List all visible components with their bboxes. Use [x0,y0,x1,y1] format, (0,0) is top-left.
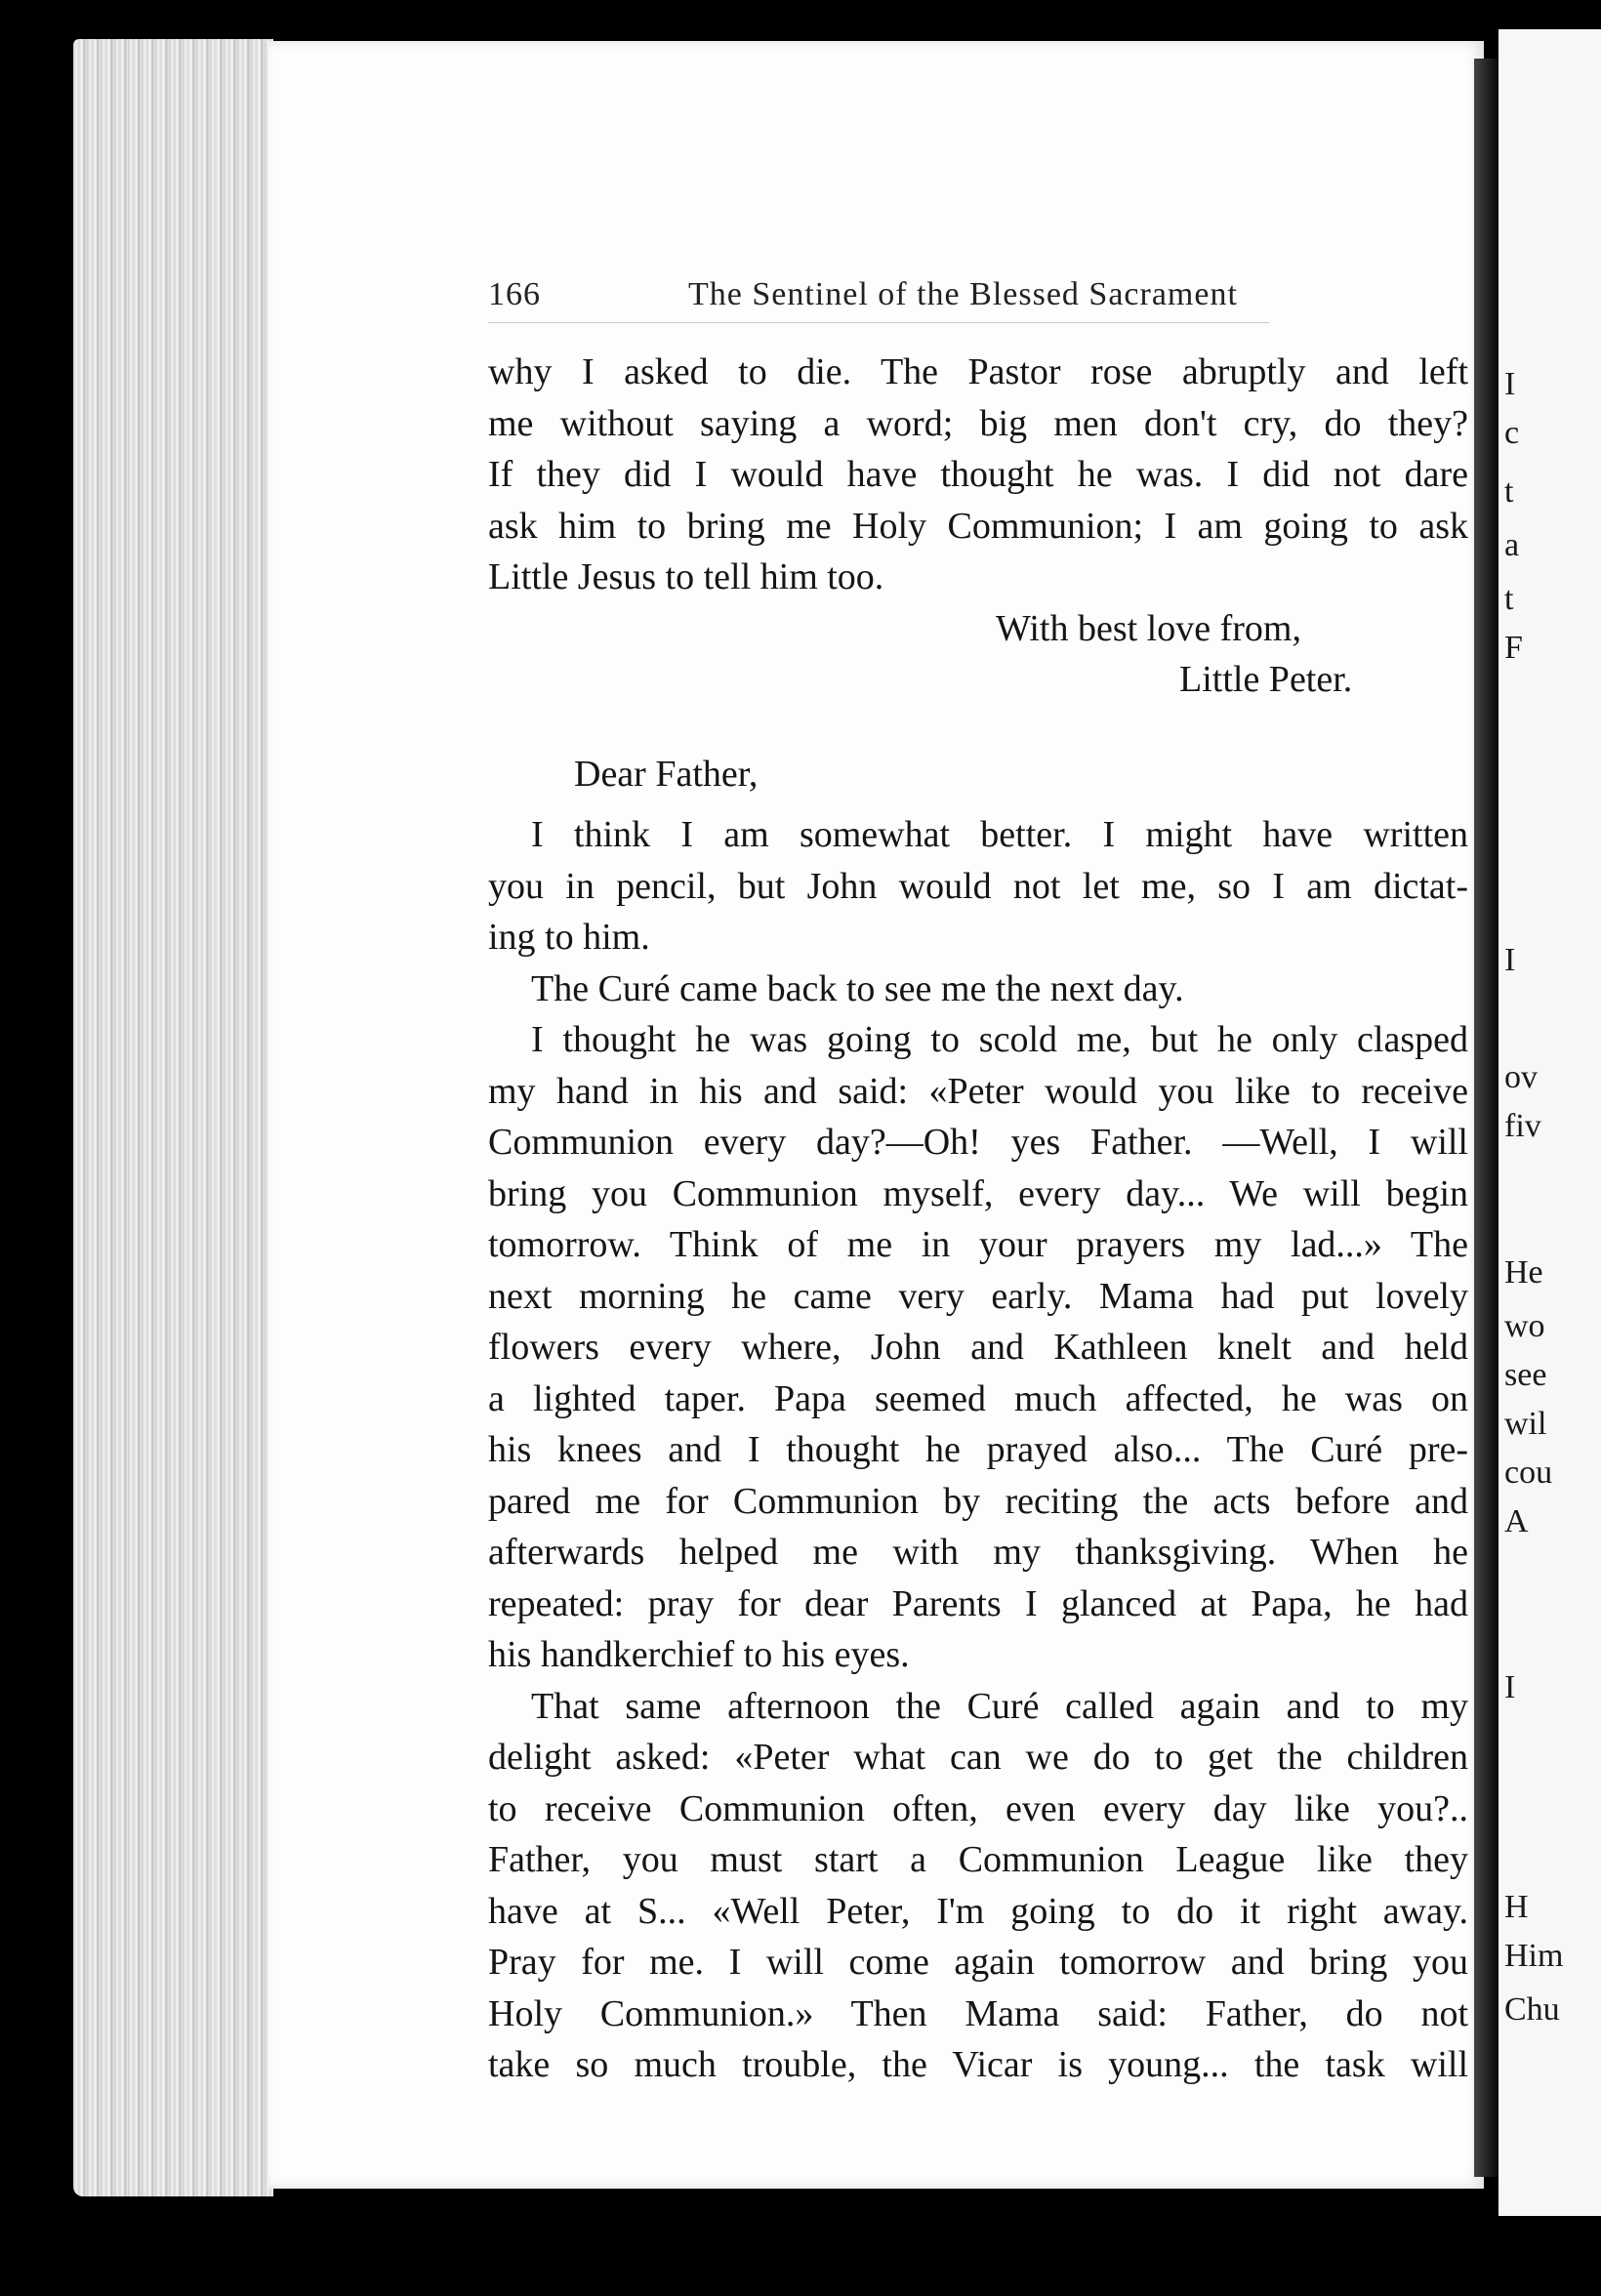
text-line: his handkerchief to his eyes. [488,1634,910,1675]
text-line: ing to him. [488,917,650,958]
letter-signature: Little Peter. [1179,659,1353,700]
text-line: to receive Communion often, even every day like you?.. [488,1787,1468,1829]
book-gutter [1474,59,1499,2177]
text-line: If they did I would have thought he was. I did not dare [488,454,1468,495]
facing-page-fragment: ov [1504,1059,1538,1095]
text-line: pared me for Communion by reciting the acts before and [488,1480,1468,1522]
text-line: why I asked to die. The Pastor rose abruptly and left [488,351,1468,392]
text-line: Communion every day?—Oh! yes Father. —Well, I will [488,1122,1468,1163]
facing-page-fragment: I [1504,366,1516,402]
facing-page-fragment: see [1504,1357,1547,1393]
letter-salutation: Dear Father, [574,753,759,795]
facing-page-fragment: I [1504,942,1516,978]
facing-page-fragment: a [1504,527,1520,563]
facing-page-fragment: wil [1504,1406,1547,1442]
text-line: tomorrow. Think of me in your prayers my lad...» The [488,1224,1468,1265]
text-line: bring you Communion myself, every day... We will begin [488,1172,1468,1214]
facing-page-fragment: t [1504,473,1514,510]
text-line: ask him to bring me Holy Communion; I am going to ask [488,505,1468,547]
facing-page-fragment: wo [1504,1308,1545,1344]
page-number: 166 [488,276,541,312]
text-line: Little Jesus to tell him too. [488,556,884,597]
spacer [488,800,1468,809]
text-line: you in pencil, but John would not let me, so I am dictat- [488,865,1468,907]
spacer [488,706,1468,749]
text-line: have at S... «Well Peter, I'm going to do it right away. [488,1890,1468,1932]
header-rule [488,322,1269,323]
text-line: a lighted taper. Papa seemed much affected, he was on [488,1377,1468,1419]
text-line: The Curé came back to see me the next day. [531,967,1184,1009]
text-line: Pray for me. I will come again tomorrow and bring you [488,1942,1468,1983]
text-line: That same afternoon the Curé called again and to my [531,1685,1468,1727]
text-line: I thought he was going to scold me, but he only clasped [531,1019,1468,1060]
text-line: repeated: pray for dear Parents I glanced at Papa, he had [488,1582,1468,1624]
body-text [488,347,1468,2091]
facing-page-fragment: He [1504,1254,1543,1291]
facing-page-fragment: c [1504,415,1520,451]
text-line: flowers every where, John and Kathleen knelt and held [488,1327,1468,1368]
text-line: my hand in his and said: «Peter would you like to receive [488,1070,1468,1112]
running-title: The Sentinel of the Blessed Sacrament [688,276,1238,312]
facing-page-fragment: fiv [1504,1108,1541,1144]
running-header [488,276,1476,325]
facing-page-fragment: Him [1504,1938,1564,1974]
facing-page-fragment: H [1504,1889,1529,1925]
facing-page-fragment: Chu [1504,1991,1560,2028]
text-line: next morning he came very early. Mama had put lovely [488,1275,1468,1317]
facing-page-fragment: cou [1504,1455,1553,1491]
text-line: Holy Communion.» Then Mama said: Father, do not [488,1992,1468,2034]
text-line: afterwards helped me with my thanksgiving. When he [488,1532,1468,1573]
text-line: his knees and I thought he prayed also... The Curé pre- [488,1429,1468,1470]
letter-closing: With best love from, [996,607,1301,649]
facing-page-fragment: F [1504,630,1523,666]
text-line: me without saying a word; big men don't cry, do they? [488,402,1468,444]
text-line: take so much trouble, the Vicar is young... the task will [488,2044,1468,2085]
facing-page [1498,29,1601,2216]
facing-page-fragment: t [1504,581,1514,617]
text-line: I think I am somewhat better. I might have written [531,814,1468,855]
facing-page-fragment: A [1504,1503,1529,1539]
text-line: Father, you must start a Communion League like they [488,1839,1468,1880]
book-page-edges [73,39,273,2196]
facing-page-fragment: I [1504,1669,1516,1705]
text-line: delight asked: «Peter what can we do to get the children [488,1737,1468,1778]
